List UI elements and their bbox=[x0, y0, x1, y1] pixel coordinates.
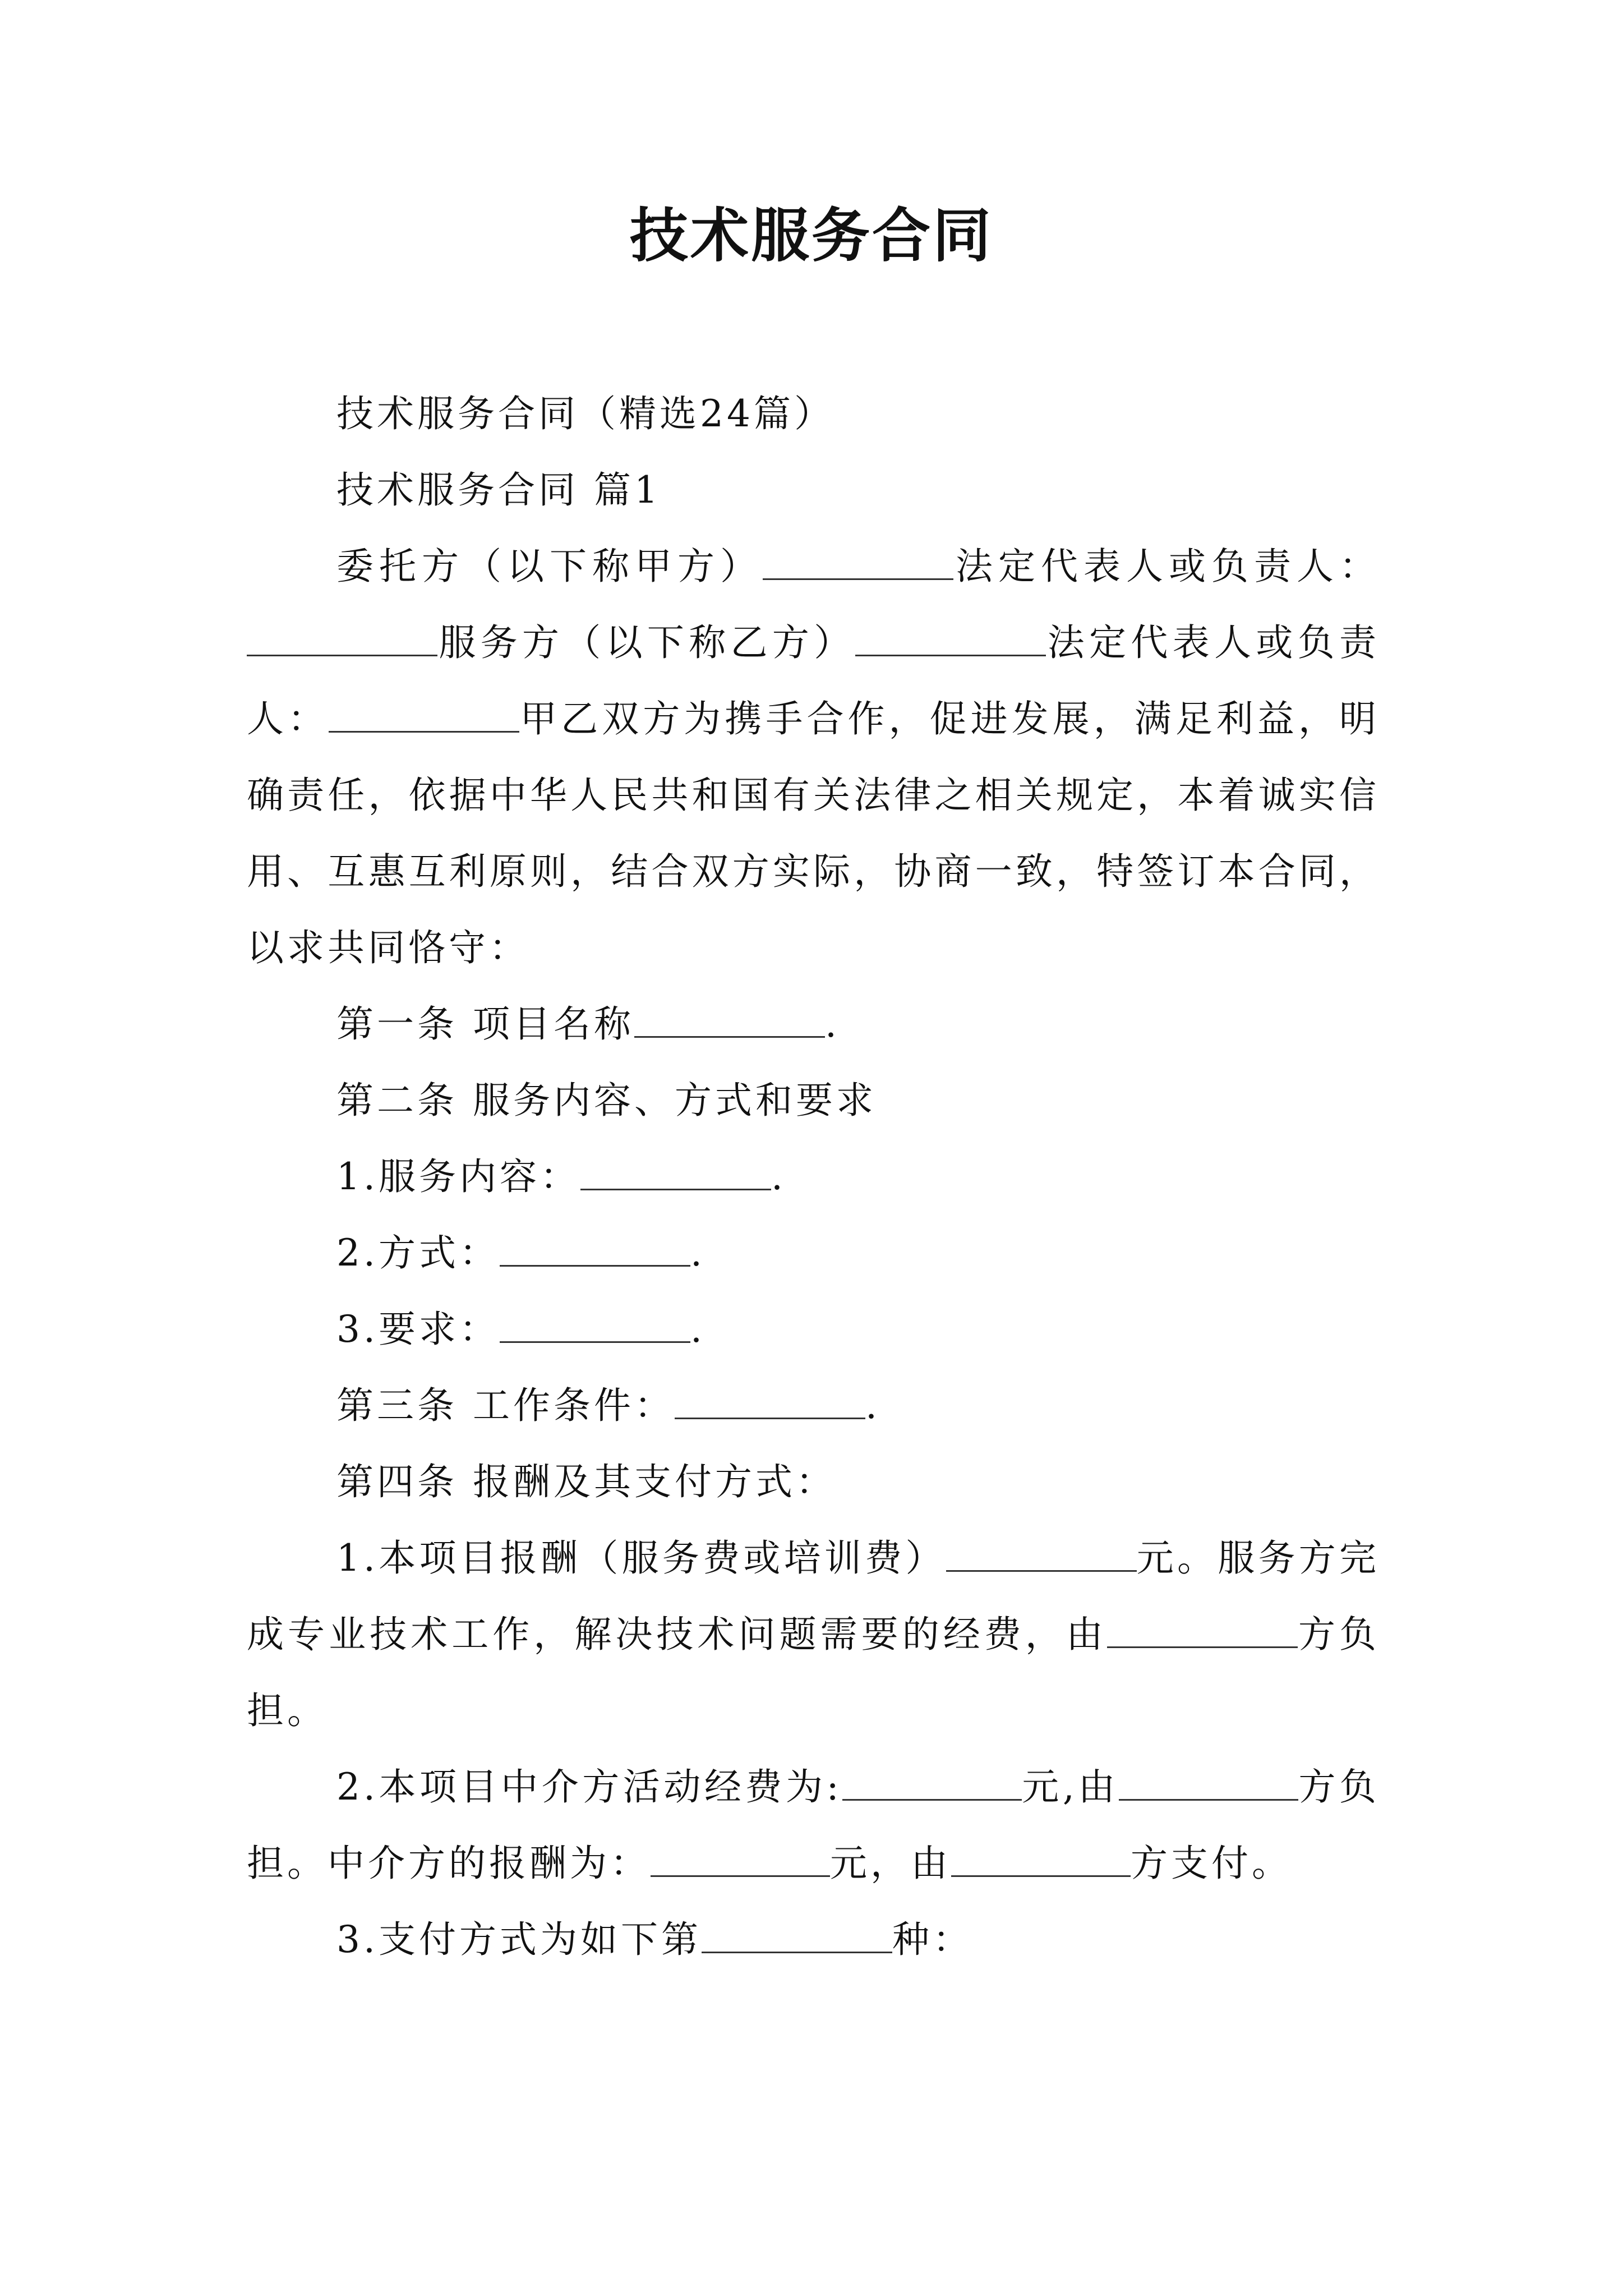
text-span: 3.要求： bbox=[336, 1308, 500, 1351]
text-span: 甲乙双方为携手合作，促进发展，满足利益，明确责任，依据中华人民共和国有关法律之相关规定，本着诚实信用、互惠互利原则，结合双方实际，协商一致，特签订本合同，以求共同恪守： bbox=[247, 697, 1380, 969]
preamble-paragraph bbox=[247, 528, 1380, 986]
item-1 bbox=[247, 1139, 1380, 1215]
blank-line bbox=[500, 1232, 690, 1267]
text-span: 元,由 bbox=[1021, 1765, 1119, 1809]
item-2 bbox=[247, 1215, 1380, 1291]
text-span: 2.方式： bbox=[336, 1231, 500, 1274]
blank-line bbox=[702, 1918, 892, 1953]
text-span: . bbox=[690, 1231, 706, 1274]
text-span: . bbox=[771, 1155, 786, 1198]
payment-item-2 bbox=[247, 1749, 1380, 1902]
text-span: . bbox=[824, 1002, 840, 1046]
text-span: 元。服务方完成专业技术工作，解决技术问题需要的经费，由 bbox=[247, 1536, 1380, 1656]
article-2: 第二条 服务内容、方式和要求 bbox=[336, 1079, 877, 1122]
payment-item-1 bbox=[247, 1520, 1380, 1749]
text-span: 方负担。 bbox=[247, 1613, 1380, 1732]
text-span: 1.服务内容： bbox=[336, 1155, 580, 1198]
text-span: 种： bbox=[892, 1918, 973, 1961]
article-3 bbox=[247, 1368, 1380, 1444]
blank-line bbox=[580, 1156, 771, 1190]
blank-line bbox=[1107, 1613, 1298, 1648]
text-span: 法定代表人或负责人： bbox=[953, 545, 1380, 588]
item-3 bbox=[247, 1291, 1380, 1368]
text-span: 2.本项目中介方活动经费为: bbox=[336, 1765, 842, 1809]
text-span: 委托方（以下称甲方） bbox=[336, 545, 763, 588]
article-1 bbox=[247, 986, 1380, 1062]
blank-line bbox=[329, 698, 519, 733]
text-span: 方支付。 bbox=[1131, 1842, 1292, 1885]
blank-line bbox=[946, 1537, 1137, 1572]
blank-line bbox=[500, 1308, 690, 1343]
document-body bbox=[247, 376, 1380, 1978]
text-span: 法定代表人或负责人： bbox=[247, 621, 1380, 740]
payment-item-3 bbox=[247, 1902, 1380, 1978]
blank-line bbox=[247, 622, 437, 656]
blank-line bbox=[634, 1003, 825, 1038]
blank-line bbox=[855, 622, 1046, 656]
blank-line bbox=[951, 1842, 1131, 1877]
text-span: 3.支付方式为如下第 bbox=[336, 1918, 702, 1961]
subtitle: 技术服务合同（精选24篇） bbox=[336, 392, 834, 435]
blank-line bbox=[842, 1766, 1022, 1801]
text-span: 元，由 bbox=[830, 1842, 951, 1885]
blank-line bbox=[675, 1384, 865, 1419]
text-span: 服务方（以下称乙方） bbox=[437, 621, 856, 664]
blank-line bbox=[1119, 1766, 1298, 1801]
blank-line bbox=[651, 1842, 830, 1877]
text-span: 第一条 项目名称 bbox=[336, 1002, 634, 1046]
section-heading: 技术服务合同 篇1 bbox=[336, 468, 661, 512]
text-span: . bbox=[865, 1384, 880, 1427]
text-span: . bbox=[690, 1308, 706, 1351]
text-span: 1.本项目报酬（服务费或培训费） bbox=[336, 1536, 946, 1580]
document-title: 技术服务合同 bbox=[629, 201, 993, 270]
article-4: 第四条 报酬及其支付方式： bbox=[336, 1460, 836, 1503]
blank-line bbox=[763, 545, 953, 580]
text-span: 第三条 工作条件： bbox=[336, 1384, 675, 1427]
text-span: 方负担。中介方的报酬为： bbox=[247, 1765, 1380, 1885]
